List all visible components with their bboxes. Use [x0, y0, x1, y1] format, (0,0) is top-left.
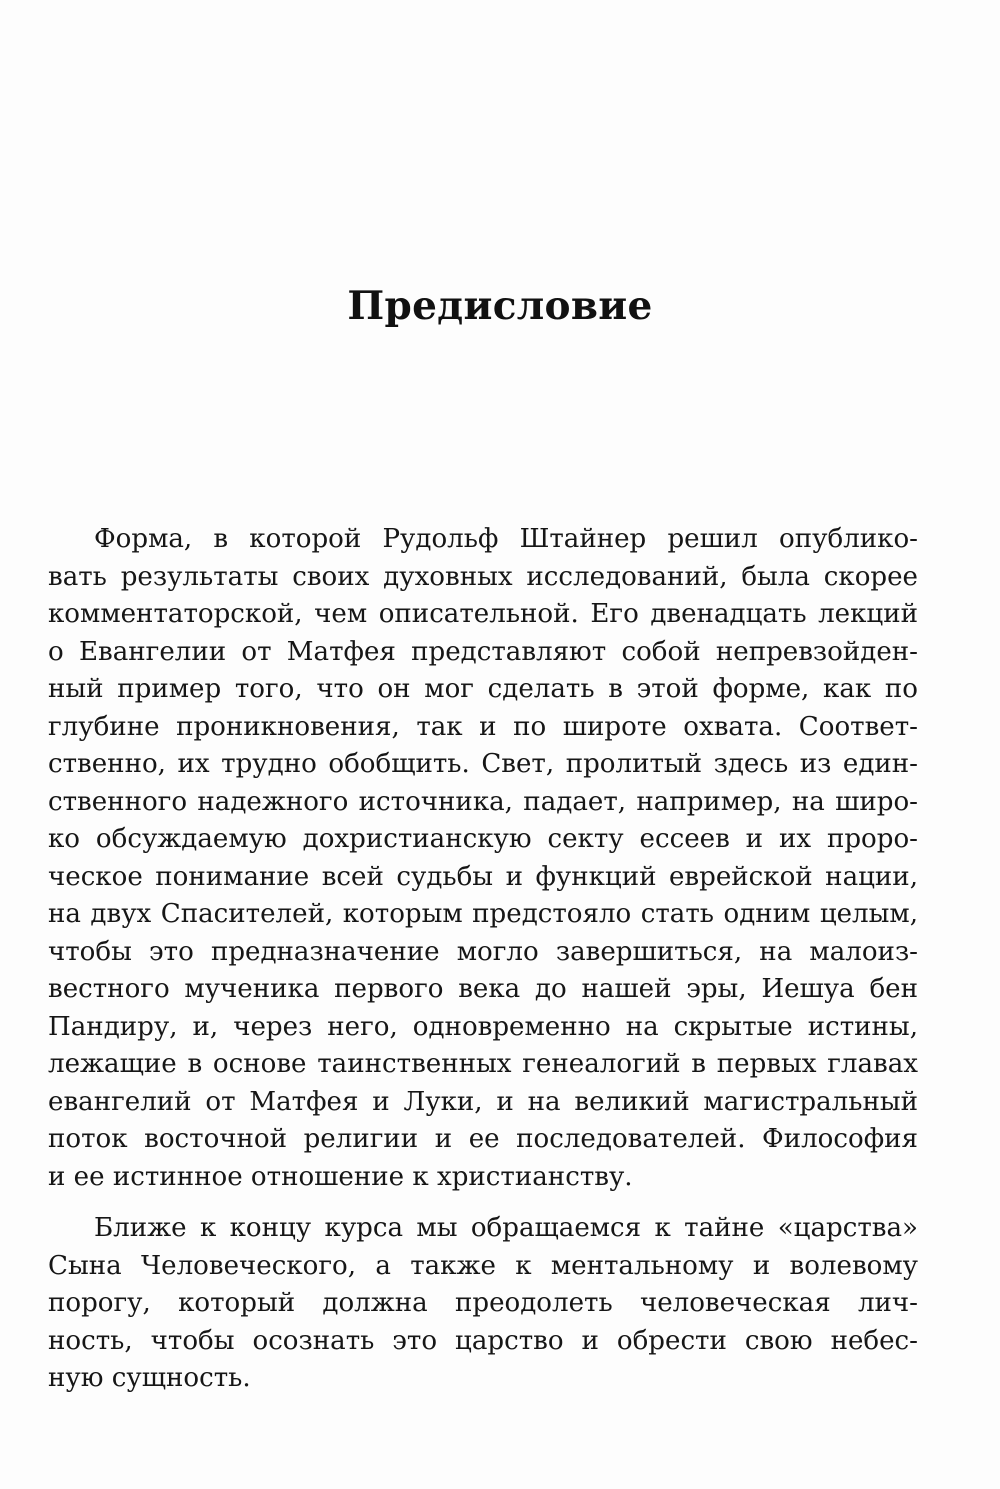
text-line: вестного мученика первого века до нашей эры, Иешуа бен — [48, 974, 918, 1004]
text-line: порогу, который должна преодолеть человеческая лич- — [48, 1288, 918, 1318]
text-line: глубине проникновения, так и по широте охвата. Соответ- — [48, 711, 918, 742]
text-line: ность, чтобы осознать это царство и обрести свою небес- — [48, 1325, 918, 1356]
text-line: ный пример того, что он мог сделать в этой форме, как по — [48, 674, 918, 704]
paragraph-1 — [48, 521, 918, 1196]
text-line: комментаторской, чем описательной. Его двенадцать лекций — [48, 599, 918, 629]
text-line: и ее истинное отношение к христианству. — [48, 1161, 633, 1192]
paragraph-2 — [48, 1210, 918, 1398]
text-line: ную сущность. — [48, 1363, 251, 1393]
text-line: Ближе к концу курса мы обращаемся к тайне «царства» — [94, 1213, 918, 1243]
text-line: чтобы это предназначение могло завершиться, на малоиз- — [48, 936, 918, 967]
text-line: ко обсуждаемую дохристианскую секту ессеев и их проро- — [48, 824, 918, 854]
text-line: ческое понимание всей судьбы и функций еврейской нации, — [48, 861, 918, 892]
text-line: на двух Спасителей, которым предстояло стать одним целым, — [48, 899, 918, 929]
text-line: Пандиру, и, через него, одновременно на скрытые истины, — [48, 1011, 918, 1042]
text-line: лежащие в основе таинственных генеалогий в первых главах — [48, 1049, 918, 1079]
text-line: Форма, в которой Рудольф Штайнер решил опублико- — [94, 524, 918, 554]
page-title: Предисловие — [347, 283, 653, 329]
text-line: евангелий от Матфея и Луки, и на великий магистральный — [48, 1086, 918, 1117]
text-line: о Евангелии от Матфея представляют собой непревзойден- — [48, 636, 918, 667]
text-line: ственно, их трудно обобщить. Свет, пролитый здесь из един- — [48, 749, 918, 779]
text-line: ственного надежного источника, падает, например, на широ- — [48, 786, 918, 817]
text-line: Сына Человеческого, а также к ментальному и волевому — [48, 1250, 918, 1281]
text-line: поток восточной религии и ее последователей. Философия — [48, 1124, 918, 1154]
text-line: вать результаты своих духовных исследований, была скорее — [48, 561, 918, 592]
body-text — [48, 521, 918, 1398]
